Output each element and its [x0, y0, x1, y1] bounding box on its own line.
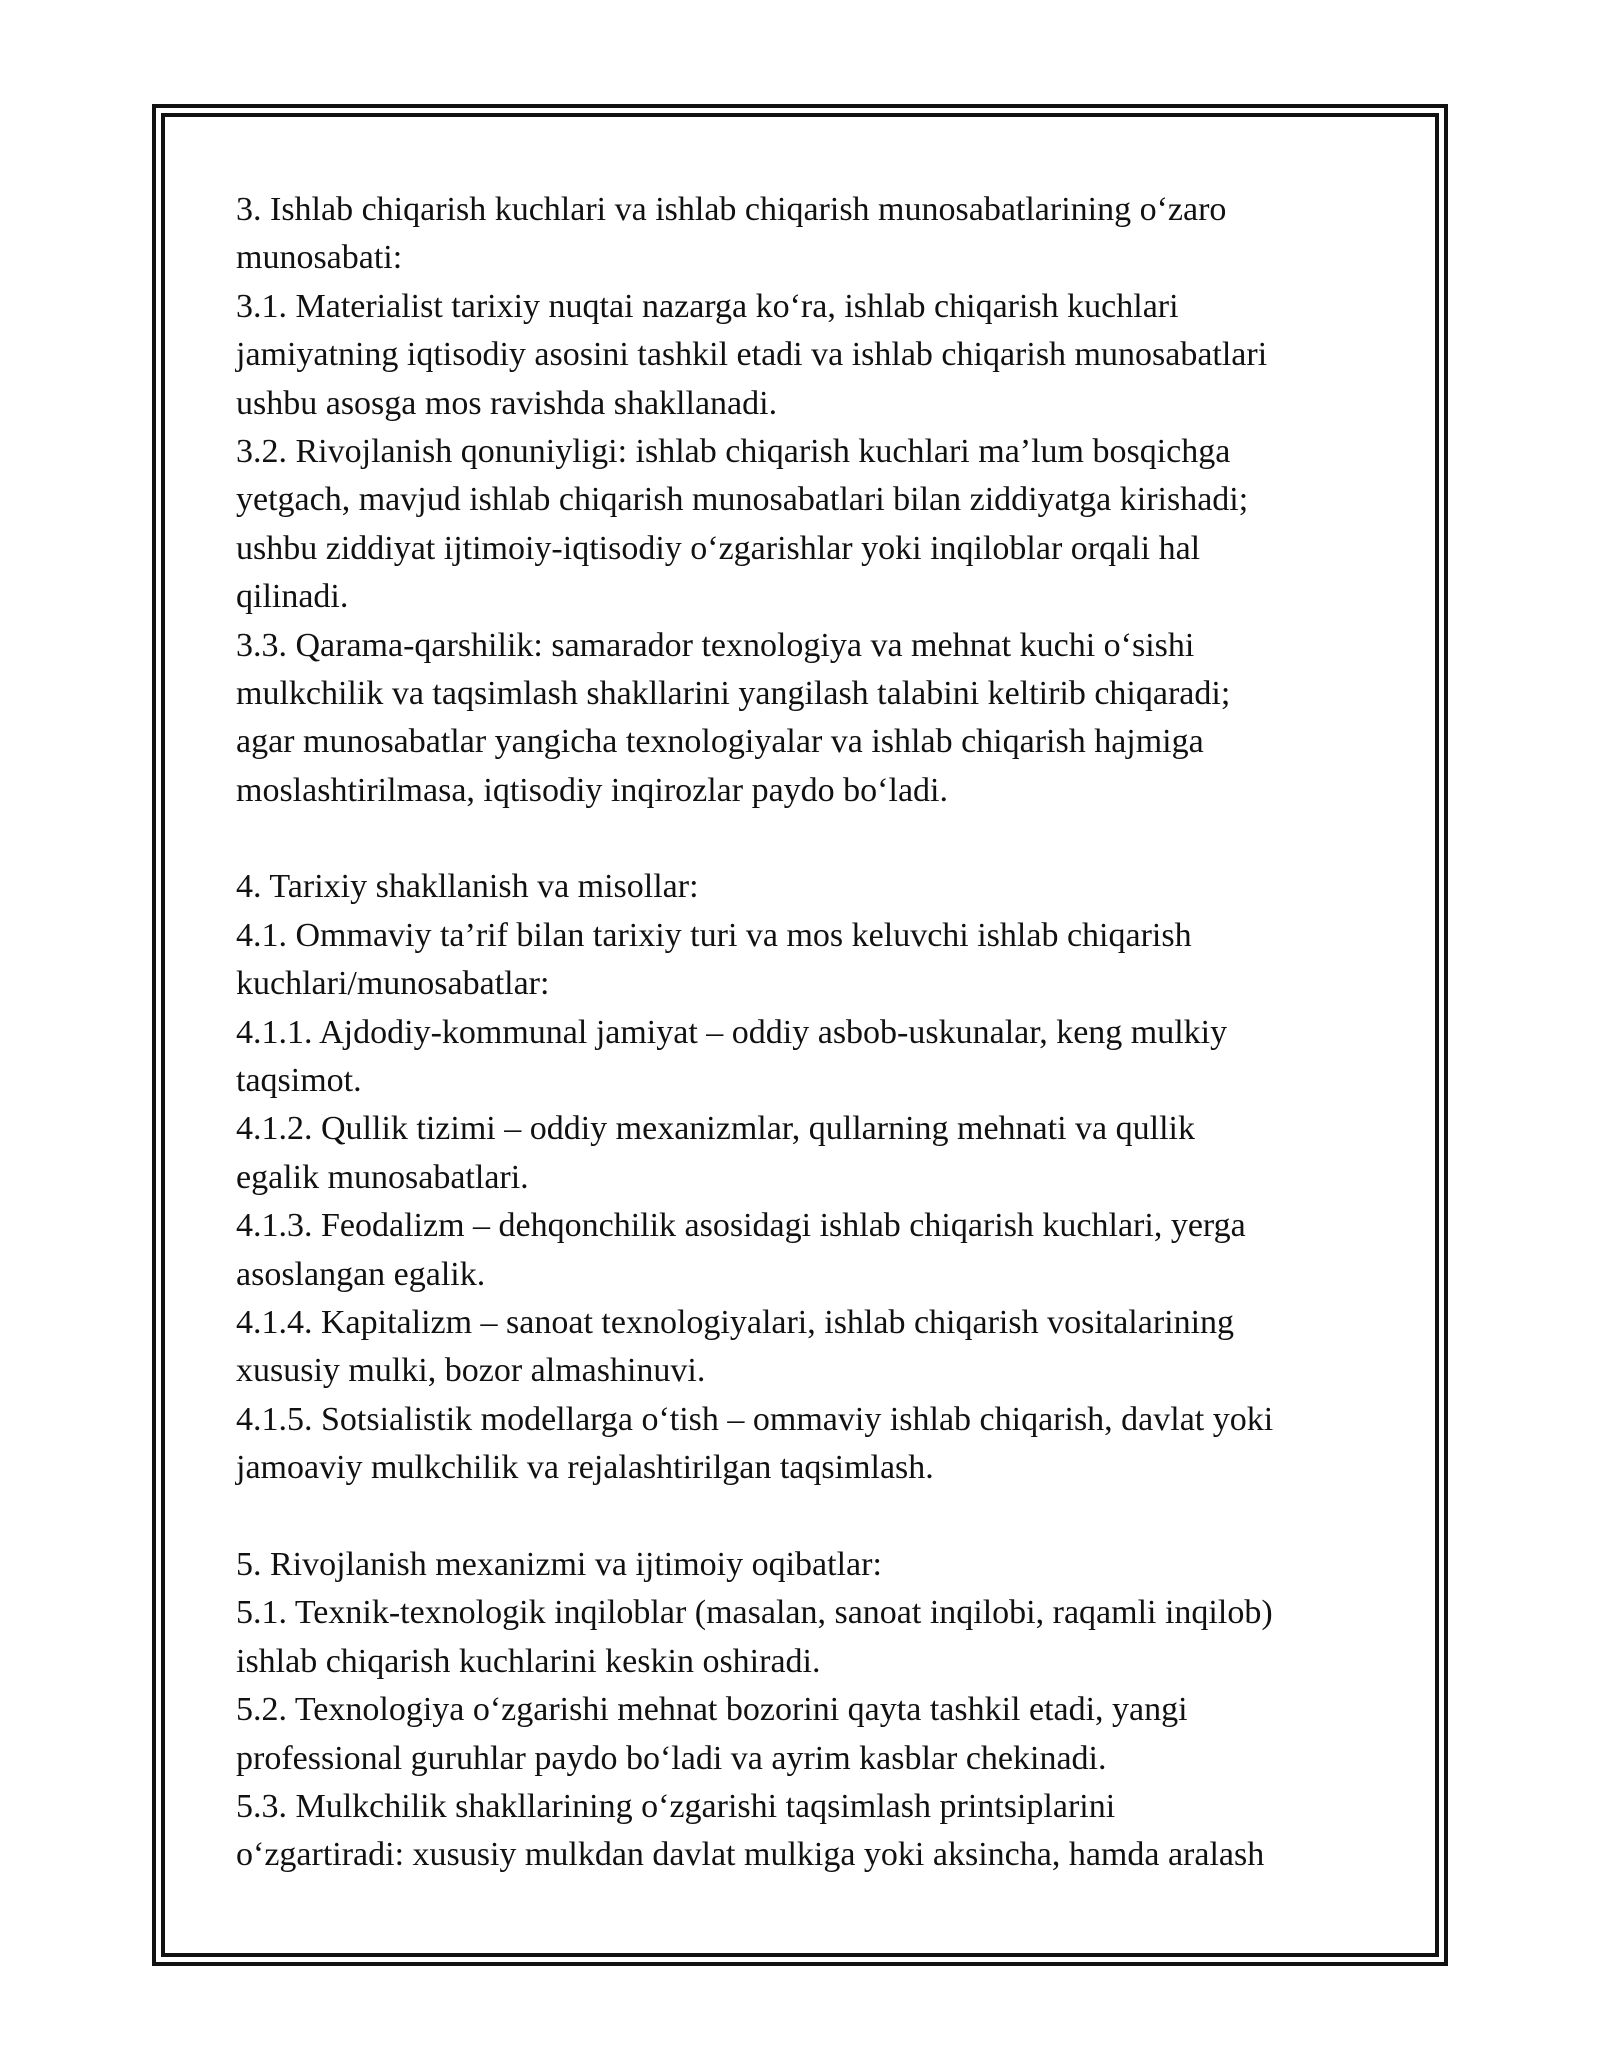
text-line: agar munosabatlar yangicha texnologiyalar va ishlab chiqarish hajmiga [236, 723, 1204, 761]
text-line: jamiyatning iqtisodiy asosini tashkil etadi va ishlab chiqarish munosabatlari [236, 336, 1268, 374]
document-body [236, 186, 1366, 1880]
text-line: yetgach, mavjud ishlab chiqarish munosabatlari bilan ziddiyatga kirishadi; [236, 481, 1249, 519]
text-line: xususiy mulki, bozor almashinuvi. [236, 1352, 706, 1390]
text-line: o‘zgartiradi: xususiy mulkdan davlat mulkiga yoki aksincha, hamda aralash [236, 1836, 1265, 1874]
text-line: ishlab chiqarish kuchlarini keskin oshiradi. [236, 1642, 821, 1680]
text-line: 5. Rivojlanish mexanizmi va ijtimoiy oqibatlar: [236, 1545, 882, 1583]
text-line: 5.1. Texnik-texnologik inqiloblar (masalan, sanoat inqilobi, raqamli inqilob) [236, 1594, 1273, 1632]
text-line: ushbu asosga mos ravishda shakllanadi. [236, 384, 778, 422]
paragraph-spacer [236, 1493, 1366, 1541]
text-line: 3. Ishlab chiqarish kuchlari va ishlab chiqarish munosabatlarining o‘zaro [236, 191, 1227, 228]
text-line: 5.2. Texnologiya o‘zgarishi mehnat bozorini qayta tashkil etadi, yangi [236, 1691, 1188, 1729]
text-line: 3.3. Qarama-qarshilik: samarador texnologiya va mehnat kuchi o‘sishi [236, 626, 1195, 664]
text-line: 3.2. Rivojlanish qonuniyligi: ishlab chiqarish kuchlari ma’lum bosqichga [236, 432, 1231, 470]
text-line: 4.1.2. Qullik tizimi – oddiy mexanizmlar, qullarning mehnati va qullik [236, 1110, 1195, 1148]
text-line: qilinadi. [236, 578, 349, 616]
text-line: 4.1.5. Sotsialistik modellarga o‘tish – ommaviy ishlab chiqarish, davlat yoki [236, 1400, 1274, 1438]
text-line: moslashtirilmasa, iqtisodiy inqirozlar paydo bo‘ladi. [236, 771, 948, 809]
paragraph-spacer [236, 815, 1366, 863]
text-line: munosabati: [236, 239, 403, 277]
text-line: 4.1.4. Kapitalizm – sanoat texnologiyalari, ishlab chiqarish vositalarining [236, 1303, 1235, 1341]
text-line: asoslangan egalik. [236, 1255, 486, 1293]
text-line: 4.1.3. Feodalizm – dehqonchilik asosidagi ishlab chiqarish kuchlari, yerga [236, 1207, 1246, 1245]
text-line: kuchlari/munosabatlar: [236, 965, 550, 1003]
text-line: mulkchilik va taqsimlash shakllarini yangilash talabini keltirib chiqaradi; [236, 674, 1231, 712]
text-line: ushbu ziddiyat ijtimoiy-iqtisodiy o‘zgarishlar yoki inqiloblar orqali hal [236, 529, 1201, 567]
text-line: jamoaviy mulkchilik va rejalashtirilgan taqsimlash. [236, 1449, 934, 1487]
text-line: 5.3. Mulkchilik shakllarining o‘zgarishi taqsimlash printsiplarini [236, 1787, 1116, 1825]
text-line: 4.1. Ommaviy ta’rif bilan tarixiy turi va mos keluvchi ishlab chiqarish [236, 916, 1192, 954]
text-line: 3.1. Materialist tarixiy nuqtai nazarga ko‘ra, ishlab chiqarish kuchlari [236, 287, 1179, 325]
text-line: 4.1.1. Ajdodiy-kommunal jamiyat – oddiy asbob-uskunalar, keng mulkiy [236, 1013, 1228, 1051]
text-line: taqsimot. [236, 1062, 362, 1100]
text-line: 4. Tarixiy shakllanish va misollar: [236, 868, 699, 906]
text-line: egalik munosabatlari. [236, 1158, 529, 1196]
text-line: professional guruhlar paydo bo‘ladi va ayrim kasblar chekinadi. [236, 1739, 1107, 1777]
